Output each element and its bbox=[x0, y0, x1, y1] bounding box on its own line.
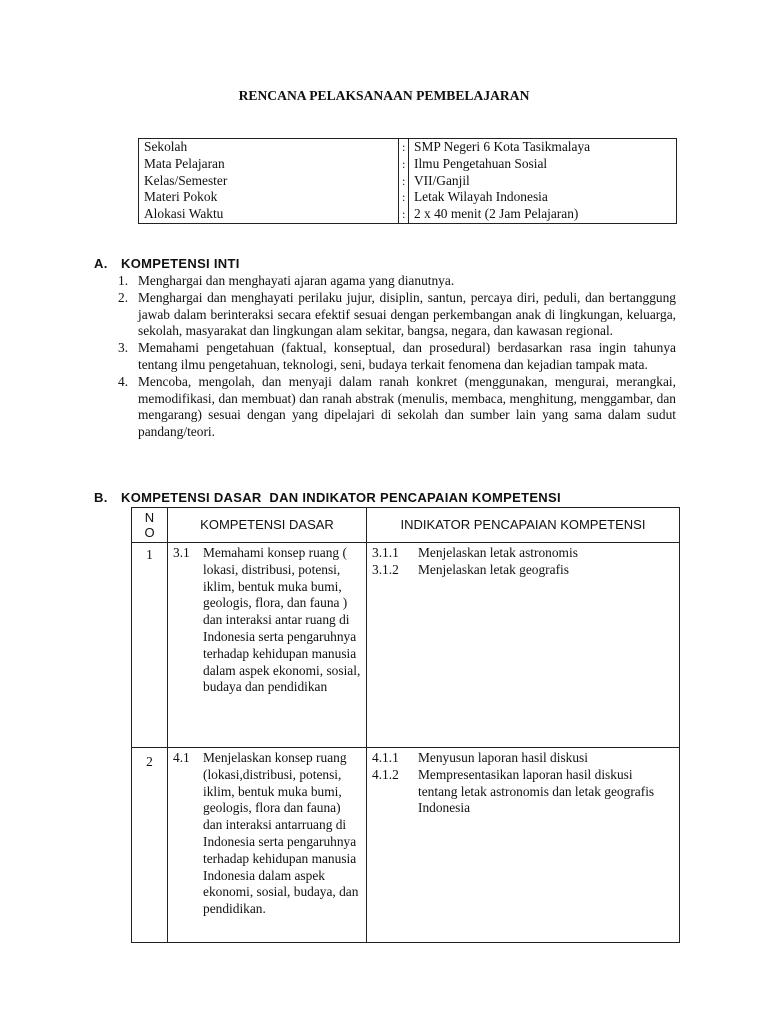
indikator-text: Menjelaskan letak astronomis bbox=[418, 545, 578, 560]
indikator-code: 3.1.2 bbox=[372, 561, 399, 577]
list-text: Menghargai dan menghayati ajaran agama yang dianutnya. bbox=[138, 273, 455, 288]
indikator-code: 4.1.2 bbox=[372, 766, 399, 782]
list-number: 3. bbox=[118, 340, 129, 356]
info-value: Ilmu Pengetahuan Sosial bbox=[414, 155, 548, 171]
indikator-code: 4.1.1 bbox=[372, 750, 399, 765]
info-value: 2 x 40 menit (2 Jam Pelajaran) bbox=[414, 206, 579, 222]
indikator-text: Menjelaskan letak geografis bbox=[418, 561, 569, 577]
indikator-cell bbox=[367, 748, 680, 943]
section-letter: A. bbox=[94, 256, 108, 271]
table-row bbox=[132, 543, 680, 748]
section-a-heading bbox=[94, 256, 240, 273]
info-separator: : bbox=[399, 206, 409, 223]
info-label: Mata Pelajaran bbox=[139, 156, 399, 173]
indikator-code: 3.1.1 bbox=[372, 545, 399, 560]
info-label: Materi Pokok bbox=[139, 189, 399, 206]
list-number: 1. bbox=[118, 273, 129, 288]
info-row bbox=[139, 206, 677, 223]
identity-table bbox=[138, 138, 677, 224]
kd-cell bbox=[168, 748, 367, 943]
list-item bbox=[118, 290, 676, 340]
list-text: Menghargai dan menghayati perilaku jujur, disiplin, santun, percaya diri, peduli, dan bertanggung jawab dalam berinteraksi secara efektif sesuai dengan perkembangan anak di lingkungan, keluarga, sekolah, masyarakat dan lingkungan alam sekitar, bangsa, negara, dan kawasan regional. bbox=[138, 289, 676, 339]
kompetensi-dasar-table bbox=[131, 507, 680, 943]
indikator-text: Mempresentasikan laporan hasil diskusi tentang letak astronomis dan letak geografis Indonesia bbox=[418, 766, 655, 816]
info-label: Alokasi Waktu bbox=[139, 206, 399, 223]
info-value: Letak Wilayah Indonesia bbox=[414, 189, 548, 205]
info-separator: : bbox=[399, 139, 409, 156]
section-heading-text: KOMPETENSI DASAR DAN INDIKATOR PENCAPAIAN KOMPETENSI bbox=[121, 490, 561, 505]
info-value: SMP Negeri 6 Kota Tasikmalaya bbox=[414, 139, 591, 154]
row-number: 1 bbox=[132, 543, 168, 748]
list-text: Mencoba, mengolah, dan menyaji dalam ranah konkret (menggunakan, mengurai, merangkai, memodifikasi, dan membuat) dan ranah abstrak (menulis, membaca, menghitung, menggambar, dan mengarang) sesuai dengan yang dipelajari di sekolah dan sumber lain yang sama dalam sudut pandang/teori. bbox=[138, 373, 676, 440]
indikator-item bbox=[372, 562, 675, 579]
list-item bbox=[118, 340, 676, 374]
kd-code: 4.1 bbox=[173, 750, 190, 765]
info-label: Sekolah bbox=[139, 139, 399, 156]
kd-cell bbox=[168, 543, 367, 748]
section-letter: B. bbox=[94, 490, 108, 505]
info-separator: : bbox=[399, 156, 409, 173]
kompetensi-inti-list bbox=[118, 273, 676, 441]
info-row bbox=[139, 156, 677, 173]
section-heading-text: KOMPETENSI INTI bbox=[121, 256, 240, 271]
header-indikator: INDIKATOR PENCAPAIAN KOMPETENSI bbox=[367, 508, 680, 543]
document-title: RENCANA PELAKSANAAN PEMBELAJARAN bbox=[238, 88, 530, 103]
header-no-line2: O bbox=[144, 525, 155, 540]
header-no-line1: N bbox=[144, 510, 155, 525]
table-header-row bbox=[132, 508, 680, 543]
list-text: Memahami pengetahuan (faktual, konseptual, dan prosedural) berdasarkan rasa ingin tahunya tentang ilmu pengetahuan, teknologi, seni, budaya terkait fenomena dan kejadian tampak mata. bbox=[138, 340, 676, 372]
list-number: 2. bbox=[118, 289, 129, 305]
section-b-heading bbox=[94, 490, 561, 507]
indikator-item bbox=[372, 750, 675, 767]
info-row bbox=[139, 189, 677, 206]
list-number: 4. bbox=[118, 373, 129, 389]
table-row bbox=[132, 748, 680, 943]
row-number: 2 bbox=[132, 748, 168, 943]
indikator-cell bbox=[367, 543, 680, 748]
info-separator: : bbox=[399, 189, 409, 206]
info-row bbox=[139, 173, 677, 190]
header-kompetensi-dasar: KOMPETENSI DASAR bbox=[168, 508, 367, 543]
indikator-item bbox=[372, 767, 675, 817]
info-value: VII/Ganjil bbox=[414, 172, 470, 188]
kd-text: Menjelaskan konsep ruang (lokasi,distribusi, potensi, iklim, bentuk muka bumi, geologis, flora dan fauna) dan interaksi antarruang di Indonesia serta pengaruhnya terhadap kehidupan manusia Indonesia dalam aspek ekonomi, sosial, budaya, dan pendidikan. bbox=[203, 750, 359, 917]
info-row bbox=[139, 139, 677, 156]
info-separator: : bbox=[399, 173, 409, 190]
header-no bbox=[132, 508, 168, 543]
indikator-item bbox=[372, 545, 675, 562]
kd-text: Memahami konsep ruang ( lokasi, distribusi, potensi, iklim, bentuk muka bumi, geologis, flora, dan fauna ) dan interaksi antar ruang di Indonesia serta pengaruhnya terhadap kehidupan manusia dalam aspek ekonomi, sosial, budaya dan pendidikan bbox=[203, 545, 361, 695]
indikator-text: Menyusun laporan hasil diskusi bbox=[418, 750, 588, 765]
list-item bbox=[118, 273, 676, 290]
list-item bbox=[118, 374, 676, 441]
kd-code: 3.1 bbox=[173, 545, 190, 560]
info-label: Kelas/Semester bbox=[139, 173, 399, 190]
